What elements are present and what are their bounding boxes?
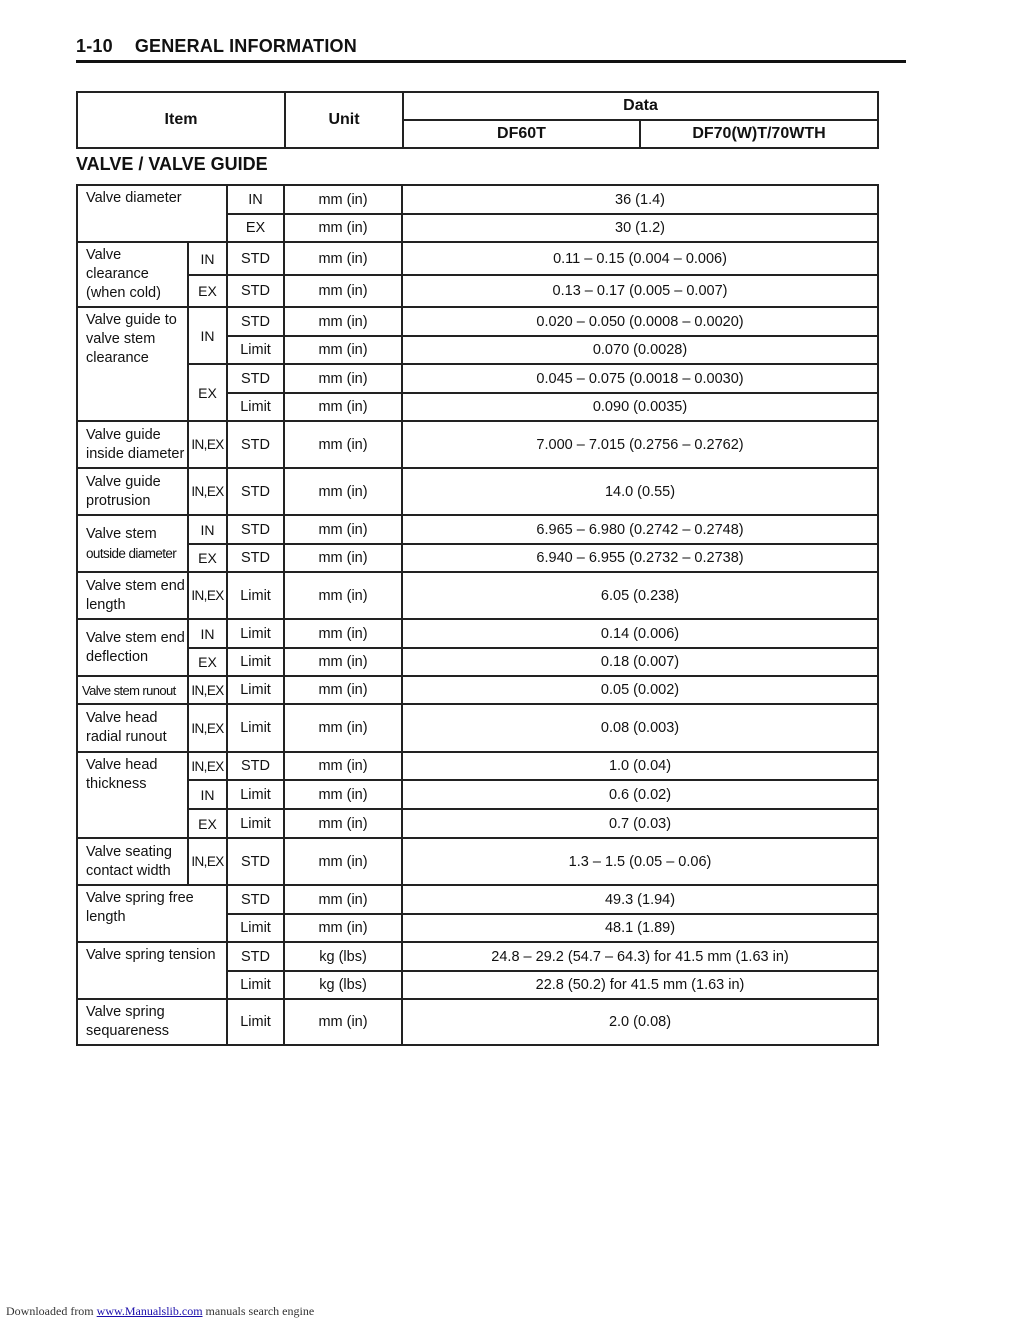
data-value: 0.7 (0.03) [402,809,878,838]
sub-label: STD [227,838,284,885]
table-row [77,364,878,393]
item-label-line: outside diameter [86,545,177,561]
item-label: Valve seating contact width [77,838,188,885]
header-rule [76,60,906,63]
table-row [77,752,878,780]
table-row [77,780,878,809]
table-row [77,185,878,214]
sub-label: Limit [227,336,284,364]
data-value: 0.6 (0.02) [402,780,878,809]
table-row [77,648,878,676]
sub-label: STD [227,242,284,275]
unit-cell: mm (in) [284,421,402,468]
unit-cell: mm (in) [284,393,402,421]
sub-label: EX [227,214,284,242]
unit-cell: mm (in) [284,676,402,704]
side-label: IN [188,242,227,275]
data-value: 0.020 – 0.050 (0.0008 – 0.0020) [402,307,878,336]
data-value: 6.05 (0.238) [402,572,878,619]
table-row [77,572,878,619]
unit-cell: mm (in) [284,336,402,364]
table-row [77,838,878,885]
sub-label: STD [227,275,284,307]
sub-label: Limit [227,914,284,942]
unit-cell: mm (in) [284,214,402,242]
side-label: EX [188,544,227,572]
column-model-df60t: DF60T [403,120,640,148]
side-label: EX [188,275,227,307]
sub-label: Limit [227,780,284,809]
unit-cell: mm (in) [284,307,402,336]
table-row [77,307,878,336]
item-label: Valve clearance (when cold) [77,242,188,307]
unit-cell: kg (lbs) [284,971,402,999]
side-label: EX [188,809,227,838]
item-label-line: Valve stem [86,525,157,542]
page-header [76,36,906,57]
item-label: Valve stem runout [77,676,188,704]
unit-cell: mm (in) [284,544,402,572]
sub-label: STD [227,752,284,780]
column-data-header: Data [403,92,878,120]
unit-cell: mm (in) [284,648,402,676]
sub-label: Limit [227,999,284,1045]
unit-cell: mm (in) [284,999,402,1045]
page-number: 1-10 [76,36,113,56]
sub-label: Limit [227,393,284,421]
sub-label: STD [227,885,284,914]
data-value: 0.18 (0.007) [402,648,878,676]
data-value: 22.8 (50.2) for 41.5 mm (1.63 in) [402,971,878,999]
side-label: EX [188,364,227,421]
spec-table [76,184,879,1046]
item-label: Valve spring sequareness [77,999,227,1045]
table-row [77,704,878,752]
unit-cell: mm (in) [284,275,402,307]
unit-cell: mm (in) [284,780,402,809]
unit-cell: mm (in) [284,185,402,214]
data-value: 0.13 – 0.17 (0.005 – 0.007) [402,275,878,307]
table-row [77,242,878,275]
unit-cell: mm (in) [284,885,402,914]
table-row [77,999,878,1045]
unit-cell: mm (in) [284,752,402,780]
table-row [77,468,878,515]
data-value: 6.940 – 6.955 (0.2732 – 0.2738) [402,544,878,572]
side-label: IN,EX [188,838,227,885]
item-label: Valve guide to valve stem clearance [77,307,188,421]
table-row [77,619,878,648]
sub-label: STD [227,421,284,468]
data-value: 7.000 – 7.015 (0.2756 – 0.2762) [402,421,878,468]
sub-label: Limit [227,971,284,999]
unit-cell: mm (in) [284,364,402,393]
unit-cell: mm (in) [284,619,402,648]
data-value: 0.08 (0.003) [402,704,878,752]
data-value: 0.090 (0.0035) [402,393,878,421]
unit-cell: mm (in) [284,572,402,619]
data-value: 1.3 – 1.5 (0.05 – 0.06) [402,838,878,885]
unit-cell: mm (in) [284,914,402,942]
item-label: Valve spring free length [77,885,227,942]
data-value: 0.11 – 0.15 (0.004 – 0.006) [402,242,878,275]
sub-label: IN [227,185,284,214]
sub-label: STD [227,364,284,393]
side-label: IN [188,515,227,544]
column-item-header: Item [77,92,285,148]
data-value: 6.965 – 6.980 (0.2742 – 0.2748) [402,515,878,544]
side-label: IN,EX [188,421,227,468]
sub-label: Limit [227,676,284,704]
side-label: IN,EX [188,676,227,704]
sub-label: Limit [227,619,284,648]
side-label: IN,EX [188,572,227,619]
item-label: Valve stem end deflection [77,619,188,676]
sub-label: STD [227,307,284,336]
unit-cell: mm (in) [284,704,402,752]
unit-cell: mm (in) [284,838,402,885]
item-label: Valve head radial runout [77,704,188,752]
item-label: Valve stem end length [77,572,188,619]
item-label: Valve head thickness [77,752,188,838]
footer-suffix: manuals search engine [205,1304,315,1318]
data-value: 49.3 (1.94) [402,885,878,914]
item-label [77,515,188,572]
table-row [77,421,878,468]
data-value: 48.1 (1.89) [402,914,878,942]
unit-cell: mm (in) [284,468,402,515]
sub-label: STD [227,942,284,971]
sub-label: STD [227,468,284,515]
footer-prefix: Downloaded from [6,1304,94,1318]
data-value: 30 (1.2) [402,214,878,242]
side-label: IN [188,307,227,364]
data-value: 0.070 (0.0028) [402,336,878,364]
data-value: 2.0 (0.08) [402,999,878,1045]
unit-cell: mm (in) [284,515,402,544]
data-value: 14.0 (0.55) [402,468,878,515]
table-row [77,676,878,704]
table-row [77,809,878,838]
column-header-table [76,91,879,149]
side-label: IN,EX [188,468,227,515]
table-row [77,275,878,307]
column-model-df70: DF70(W)T/70WTH [640,120,878,148]
table-row [77,885,878,914]
side-label: IN [188,619,227,648]
sub-label: Limit [227,704,284,752]
table-row [77,515,878,544]
sub-label: Limit [227,648,284,676]
page-title: GENERAL INFORMATION [134,36,357,56]
footer [6,1304,314,1319]
data-value: 36 (1.4) [402,185,878,214]
data-value: 0.05 (0.002) [402,676,878,704]
sub-label: Limit [227,809,284,838]
side-label: IN,EX [188,704,227,752]
data-value: 1.0 (0.04) [402,752,878,780]
column-unit-header: Unit [285,92,403,148]
footer-link[interactable]: www.Manualslib.com [96,1304,203,1318]
data-value: 0.045 – 0.075 (0.0018 – 0.0030) [402,364,878,393]
data-value: 0.14 (0.006) [402,619,878,648]
unit-cell: mm (in) [284,242,402,275]
sub-label: STD [227,515,284,544]
sub-label: Limit [227,572,284,619]
item-label: Valve diameter [77,185,227,242]
unit-cell: mm (in) [284,809,402,838]
data-value: 24.8 – 29.2 (54.7 – 64.3) for 41.5 mm (1.63 in) [402,942,878,971]
side-label: EX [188,648,227,676]
unit-cell: kg (lbs) [284,942,402,971]
section-title: VALVE / VALVE GUIDE [76,154,268,174]
table-row [77,942,878,971]
side-label: IN [188,780,227,809]
item-label: Valve guide inside diameter [77,421,188,468]
table-row [77,544,878,572]
side-label: IN,EX [188,752,227,780]
item-label: Valve spring tension [77,942,227,999]
item-label: Valve guide protrusion [77,468,188,515]
sub-label: STD [227,544,284,572]
